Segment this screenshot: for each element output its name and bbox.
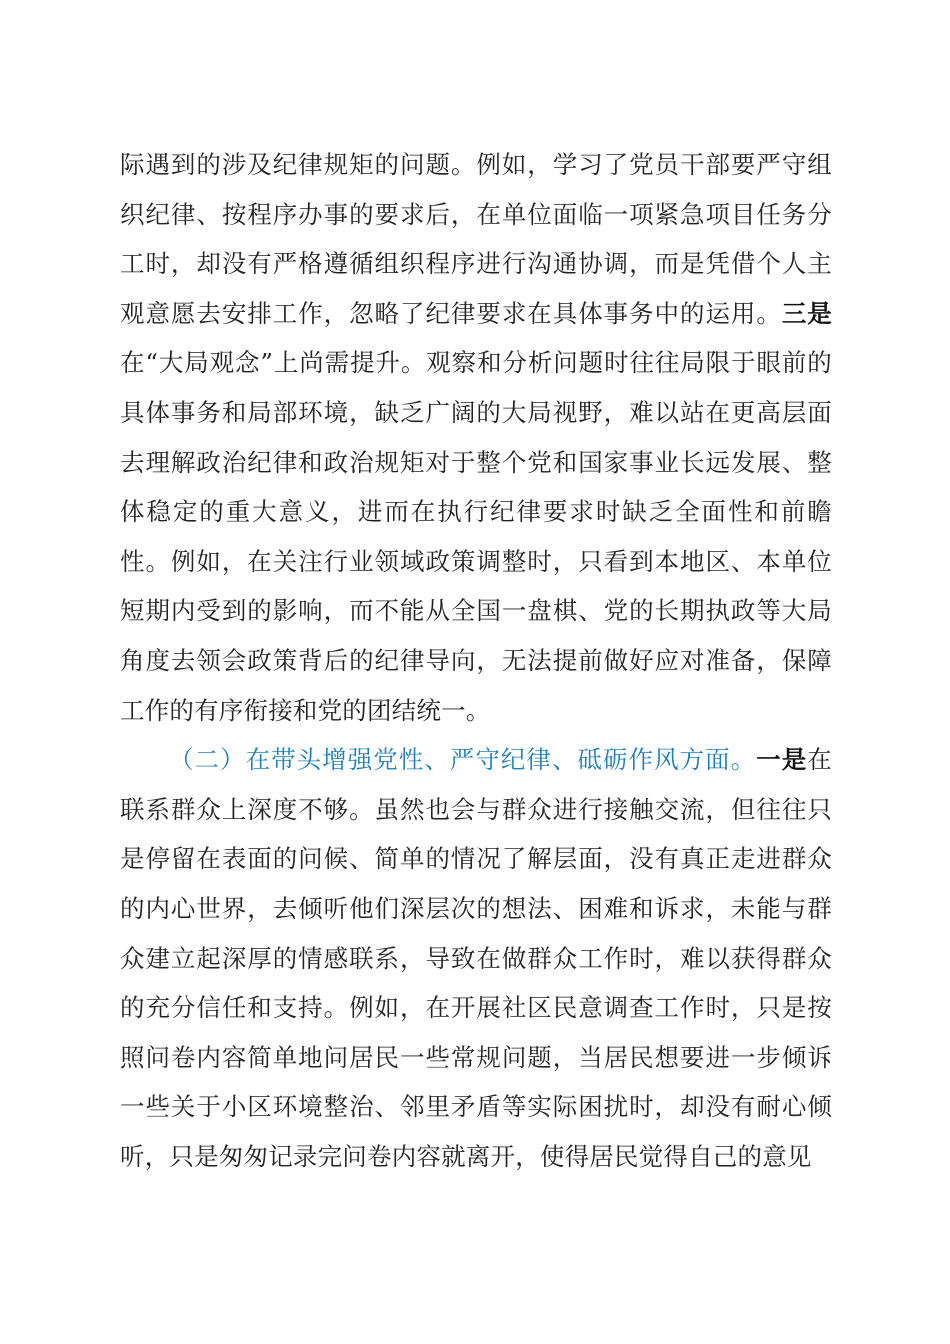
paragraph-text: 在“大局观念”上尚需提升。观察和分析问题时往往局限于眼前的具体事务和局部环境，缺乏广阔的大局视野，难以站在更高层面去理解政治纪律和政治规矩对于整个党和国家事业长远发展、整体稳定的重大意义，进而在执行纪律要求时缺乏全面性和前瞻性。例如，在关注行业领域政策调整时，只看到本地区、本单位短期内受到的影响，而不能从全国一盘棋、党的长期执政等大局角度去领会政策背后的纪律导向，无法提前做好应对准备，保障工作的有序衔接和党的团结统一。 [120,348,832,725]
paragraph-continued [120,140,832,735]
document-body [120,140,832,1181]
section-heading: （二）在带头增强党性、严守纪律、砥砺作风方面。 [169,745,757,775]
paragraph-section-two [120,735,832,1181]
paragraph-text: 际遇到的涉及纪律规矩的问题。例如，学习了党员干部要严守组织纪律、按程序办事的要求后，在单位面临一项紧急项目任务分工时，却没有严格遵循组织程序进行沟通协调，而是凭借个人主观意愿去安排工作，忽略了纪律要求在具体事务中的运用。 [120,150,832,328]
lead-phrase-bold: 一是 [756,745,808,775]
paragraph-text: 在联系群众上深度不够。虽然也会与群众进行接触交流，但往往只是停留在表面的问候、简单的情况了解层面，没有真正走进群众的内心世界，去倾听他们深层次的想法、困难和诉求，未能与群众建立起深厚的情感联系，导致在做群众工作时，难以获得群众的充分信任和支持。例如，在开展社区民意调查工作时，只是按照问卷内容简单地问居民一些常规问题，当居民想要进一步倾诉一些关于小区环境整治、邻里矛盾等实际困扰时，却没有耐心倾听，只是匆匆记录完问卷内容就离开，使得居民觉得自己的意见 [120,745,832,1171]
lead-phrase-bold: 三是 [781,298,832,328]
